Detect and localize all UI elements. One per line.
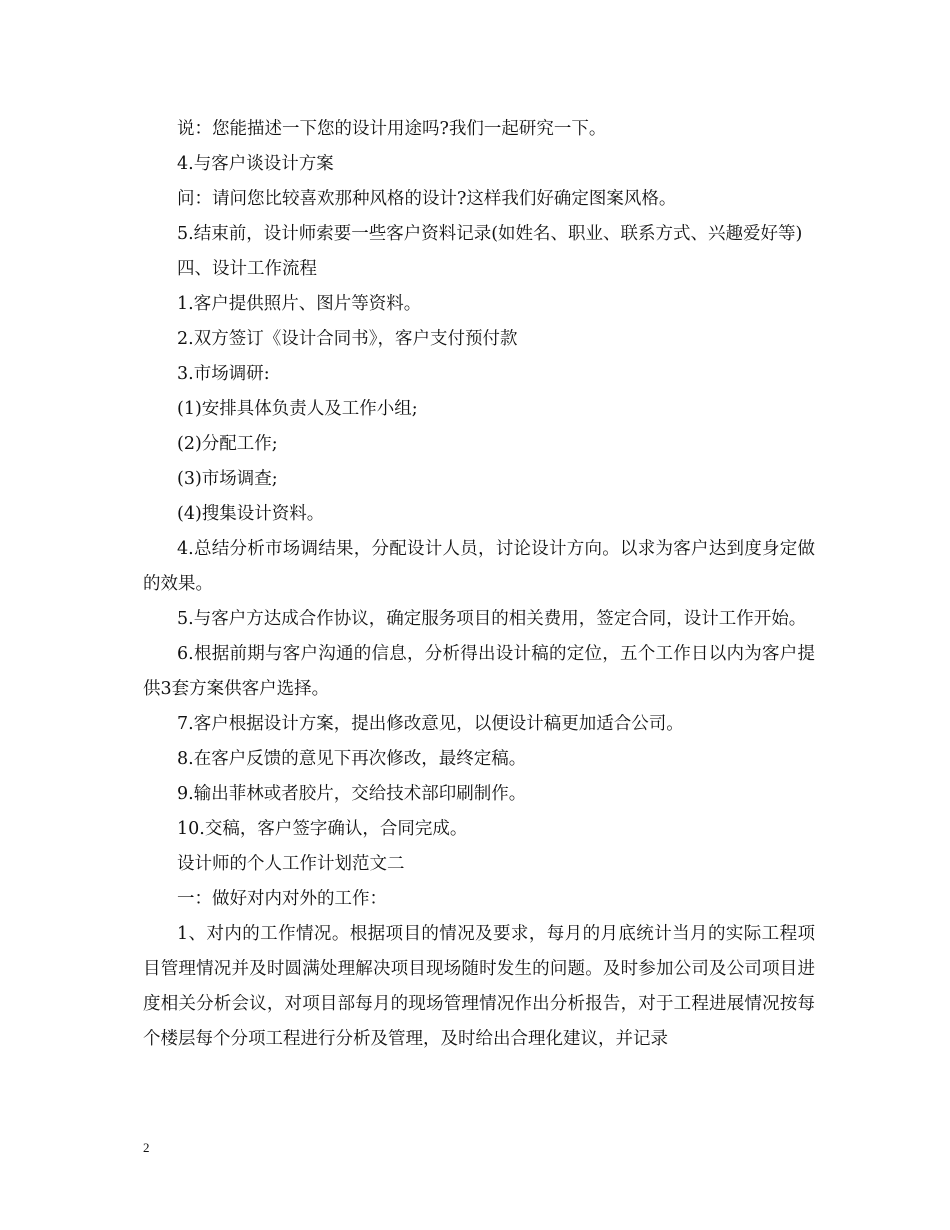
section-heading: 四、设计工作流程 bbox=[177, 259, 317, 279]
paragraph: 问：请问您比较喜欢那种风格的设计?这样我们好确定图案风格。 bbox=[177, 189, 677, 209]
document-body bbox=[143, 112, 815, 1057]
paragraph: 3.市场调研: bbox=[177, 364, 270, 384]
paragraph: 8.在客户反馈的意见下再次修改，最终定稿。 bbox=[177, 749, 527, 769]
paragraph: (3)市场调查; bbox=[177, 469, 278, 489]
paragraph: 2.双方签订《设计合同书》，客户支付预付款 bbox=[177, 329, 518, 349]
paragraph: 5.结束前，设计师索要一些客户资料记录(如姓名、职业、联系方式、兴趣爱好等) bbox=[177, 224, 803, 244]
paragraph: 7.客户根据设计方案，提出修改意见，以便设计稿更加适合公司。 bbox=[177, 714, 684, 734]
paragraph: 1.客户提供照片、图片等资料。 bbox=[177, 294, 422, 314]
section-heading: 设计师的个人工作计划范文二 bbox=[177, 854, 405, 874]
paragraph: 5.与客户方达成合作协议，确定服务项目的相关费用，签定合同，设计工作开始。 bbox=[177, 609, 807, 629]
paragraph: (1)安排具体负责人及工作小组; bbox=[177, 399, 418, 419]
paragraph: 1、对内的工作情况。根据项目的情况及要求，每月的月底统计当月的实际工程项目管理情况并及时圆满处理解决项目现场随时发生的问题。及时参加公司及公司项目进度相关分析会议，对项目部每月的现场管理情况作出分析报告，对于工程进展情况按每个楼层每个分项工程进行分析及管理，及时给出合理化建议，并记录 bbox=[143, 924, 815, 1049]
paragraph: 10.交稿，客户签字确认，合同完成。 bbox=[177, 819, 468, 839]
paragraph: 9.输出菲林或者胶片，交给技术部印刷制作。 bbox=[177, 784, 527, 804]
page-number: 2 bbox=[143, 1140, 150, 1155]
paragraph: 4.总结分析市场调结果，分配设计人员，讨论设计方向。以求为客户达到度身定做的效果。 bbox=[143, 539, 815, 594]
paragraph: 一：做好对内对外的工作： bbox=[177, 889, 387, 909]
paragraph: (2)分配工作; bbox=[177, 434, 278, 454]
paragraph: 说：您能描述一下您的设计用途吗?我们一起研究一下。 bbox=[177, 119, 607, 139]
paragraph: (4)搜集设计资料。 bbox=[177, 504, 325, 524]
paragraph: 6.根据前期与客户沟通的信息，分析得出设计稿的定位，五个工作日以内为客户提供3套方案供客户选择。 bbox=[143, 644, 815, 699]
paragraph: 4.与客户谈设计方案 bbox=[177, 154, 334, 174]
